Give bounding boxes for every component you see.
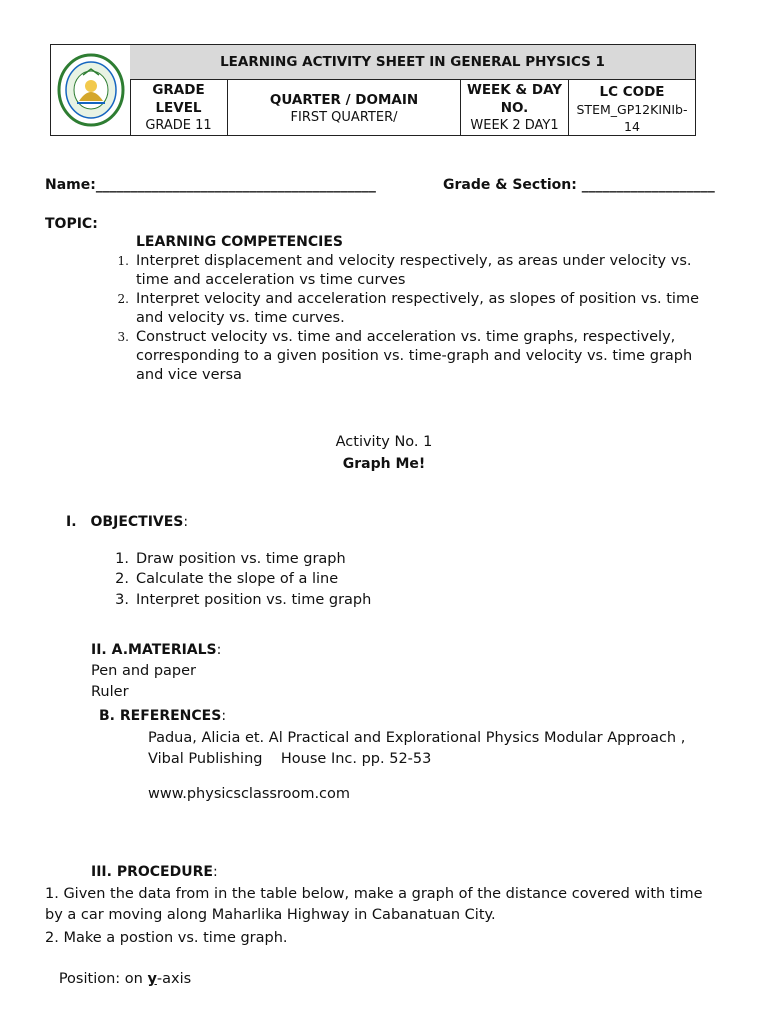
competency-text-line: Interpret displacement and velocity respectively, as areas under velocity vs. <box>136 253 692 269</box>
objective-text: Calculate the slope of a line <box>136 571 339 587</box>
materials-heading <box>91 641 221 660</box>
procedure-heading <box>91 863 218 882</box>
material-item: Ruler <box>91 684 129 700</box>
week-day-cell <box>461 79 569 135</box>
quarter-value: FIRST QUARTER/ <box>290 110 398 125</box>
materials-title: II. A.MATERIALS <box>91 642 217 658</box>
week-label-line2: NO. <box>500 100 529 116</box>
materials-colon: : <box>216 642 222 658</box>
header-table <box>50 44 696 136</box>
competency-item <box>111 252 711 290</box>
procedure-colon: : <box>212 864 218 880</box>
competency-item <box>111 290 711 328</box>
week-value: WEEK 2 DAY1 <box>470 118 559 133</box>
competency-item <box>111 328 711 385</box>
competency-text-line: corresponding to a given position vs. time-graph and velocity vs. time graph <box>136 348 693 364</box>
procedure-title: III. PROCEDURE <box>91 864 213 880</box>
sheet-title: LEARNING ACTIVITY SHEET IN GENERAL PHYSICS 1 <box>130 45 695 80</box>
competency-text-line: and velocity vs. time curves. <box>136 310 345 326</box>
objective-number: 3. <box>115 592 129 608</box>
grade-section-field[interactable]: Grade & Section: ___________________ <box>443 177 715 193</box>
reference-line: Vibal Publishing House Inc. pp. 52-53 <box>148 751 432 767</box>
objective-item <box>111 570 511 589</box>
grade-level-cell <box>130 79 228 135</box>
references-heading <box>99 707 226 726</box>
procedure-axis-letter: y <box>147 971 157 987</box>
lc-label: LC CODE <box>599 84 665 100</box>
grade-value: GRADE 11 <box>145 118 212 133</box>
references-title: B. REFERENCES <box>99 708 222 724</box>
objective-item <box>111 591 511 610</box>
objective-text: Draw position vs. time graph <box>136 551 346 567</box>
objective-text: Interpret position vs. time graph <box>136 592 372 608</box>
procedure-line: 1. Given the data from in the table below, make a graph of the distance covered with time <box>45 886 703 902</box>
deped-seal-logo <box>57 53 125 127</box>
grade-label-line1: GRADE <box>152 82 205 98</box>
lc-value-line2: 14 <box>624 119 640 134</box>
objectives-colon: : <box>183 514 189 530</box>
competency-number: 3. <box>117 330 129 344</box>
topic-label: TOPIC: <box>45 216 98 232</box>
objective-number: 1. <box>115 551 129 567</box>
objective-number: 2. <box>115 571 129 587</box>
competency-text-line: Construct velocity vs. time and acceleration vs. time graphs, respectively, <box>136 329 676 345</box>
competencies-heading: LEARNING COMPETENCIES <box>136 234 343 250</box>
competency-number: 1. <box>117 254 129 268</box>
objectives-heading <box>66 513 188 532</box>
quarter-domain-cell <box>228 79 461 135</box>
name-field[interactable]: Name:________________________________________ <box>45 177 376 193</box>
procedure-axis-prefix: Position: on <box>54 971 148 987</box>
objective-item <box>111 550 511 569</box>
activity-number: Activity No. 1 <box>335 434 433 450</box>
objectives-title: OBJECTIVES <box>90 514 184 530</box>
activity-title: Graph Me! <box>342 456 426 472</box>
procedure-axis-suffix: -axis <box>156 971 192 987</box>
competency-text-line: Interpret velocity and acceleration respectively, as slopes of position vs. time <box>136 291 699 307</box>
week-label-line1: WEEK & DAY <box>466 82 563 98</box>
lc-value-line1: STEM_GP12KINIb- <box>576 102 688 117</box>
logo-cell <box>51 45 131 135</box>
reference-line: Padua, Alicia et. Al Practical and Explorational Physics Modular Approach , <box>148 730 686 746</box>
reference-website[interactable]: www.physicsclassroom.com <box>148 786 351 802</box>
competency-text-line: and vice versa <box>136 367 242 383</box>
procedure-axis-line <box>45 951 191 989</box>
grade-label-line2: LEVEL <box>155 100 202 116</box>
quarter-label: QUARTER / DOMAIN <box>269 92 419 108</box>
procedure-line: 2. Make a postion vs. time graph. <box>45 930 288 946</box>
material-item: Pen and paper <box>91 663 197 679</box>
lc-code-cell <box>569 79 695 135</box>
procedure-line: by a car moving along Maharlika Highway in Cabanatuan City. <box>45 907 496 923</box>
competency-number: 2. <box>117 292 129 306</box>
references-colon: : <box>221 708 227 724</box>
competency-text-line: time and acceleration vs time curves <box>136 272 406 288</box>
objectives-roman: I. <box>66 514 77 530</box>
